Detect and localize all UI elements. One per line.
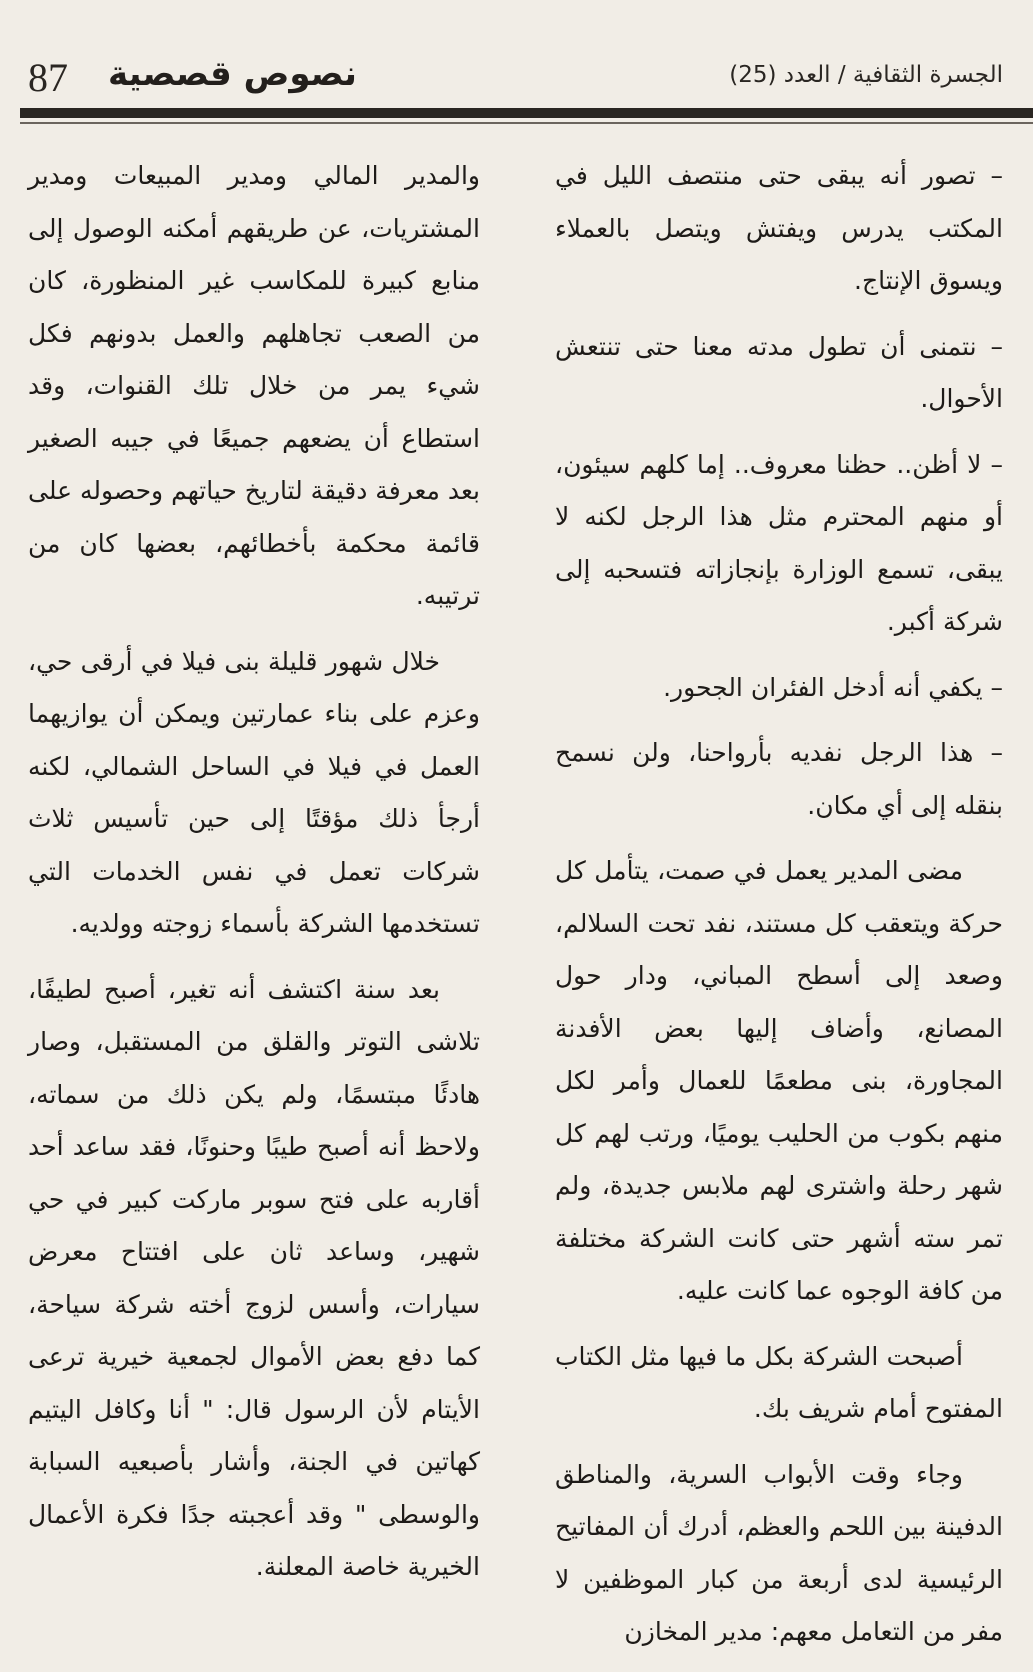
paragraph: – نتمنى أن تطول مدته معنا حتى تنتعش الأحوال. [555,331,1003,413]
left-column [28,150,480,1607]
paragraph: خلال شهور قليلة بنى فيلا في أرقى حي، وعزم على بناء عمارتين ويمكن أن يوازيهما العمل في فيلا في الساحل الشمالي، لكنه أرجأ ذلك مؤقتًا إلى حين تأسيس ثلاث شركات تعمل في نفس الخدمات التي تستخدمها الشركة بأسماء زوجته وولديه. [28,646,480,938]
issue-label: الجسرة الثقافية / العدد (25) [729,62,1003,88]
paragraph: أصبحت الشركة بكل ما فيها مثل الكتاب المفتوح أمام شريف بك. [555,1341,1003,1423]
header-rule-thick [20,108,1033,118]
paragraph: بعد سنة اكتشف أنه تغير، أصبح لطيفًا، تلاشى التوتر والقلق من المستقبل، وصار هادئًا مبتسمًا، ولم يكن ذلك من سماته، ولاحظ أنه أصبح طيبًا وحنونًا، فقد ساعد أحد أقاربه على فتح سوبر ماركت كبير في حي شهير، وساعد ثان على افتتاح معرض سيارات، وأسس لزوج أخته شركة سياحة، كما دفع بعض الأموال لجمعية خيرية ترعى الأيتام لأن الرسول قال: " أنا وكافل اليتيم كهاتين في الجنة، وأشار بأصبعيه السبابة والوسطى " وقد أعجبته جدًا فكرة الأعمال الخيرية خاصة المعلنة. [28,974,480,1581]
paragraph: وجاء وقت الأبواب السرية، والمناطق الدفينة بين اللحم والعظم، أدرك أن المفاتيح الرئيسية لدى أربعة من كبار الموظفين لا مفر من التعامل معهم: مدير المخازن [555,1459,1003,1646]
paragraph: والمدير المالي ومدير المبيعات ومدير المشتريات، عن طريقهم أمكنه الوصول إلى منابع كبيرة للمكاسب غير المنظورة، كان من الصعب تجاهلهم والعمل بدونهم فكل شيء يمر من خلال تلك القنوات، وقد استطاع أن يضعهم جميعًا في جيبه الصغير بعد معرفة دقيقة لتاريخ حياتهم وحصوله على قائمة محكمة بأخطائهم، بعضها كان من ترتيبه. [28,161,480,610]
header-rule-thin [20,122,1033,124]
right-column [555,150,1003,1672]
paragraph: – لا أظن.. حظنا معروف.. إما كلهم سيئون، أو منهم المحترم مثل هذا الرجل لكنه لا يبقى، تسمع الوزارة بإنجازاته فتسحبه إلى شركة أكبر. [555,449,1003,636]
paragraph: مضى المدير يعمل في صمت، يتأمل كل حركة ويتعقب كل مستند، نفد تحت السلالم، وصعد إلى أسطح المباني، ودار حول المصانع، وأضاف إليها بعض الأفدنة المجاورة، بنى مطعمًا للعمال وأمر لكل منهم بكوب من الحليب يوميًا، ورتب لهم كل شهر رحلة واشترى لهم ملابس جديدة، ولم تمر سته أشهر حتى كانت الشركة مختلفة من كافة الوجوه عما كانت عليه. [555,856,1003,1305]
paragraph: – يكفي أنه أدخل الفئران الجحور. [663,672,1003,702]
page-header [0,0,1033,120]
section-title: نصوص قصصية [108,54,357,94]
paragraph: – هذا الرجل نفديه بأرواحنا، ولن نسمح بنقله إلى أي مكان. [555,738,1003,820]
page-number: 87 [28,55,68,100]
paragraph: – تصور أنه يبقى حتى منتصف الليل في المكتب يدرس ويفتش ويتصل بالعملاء ويسوق الإنتاج. [555,161,1003,295]
